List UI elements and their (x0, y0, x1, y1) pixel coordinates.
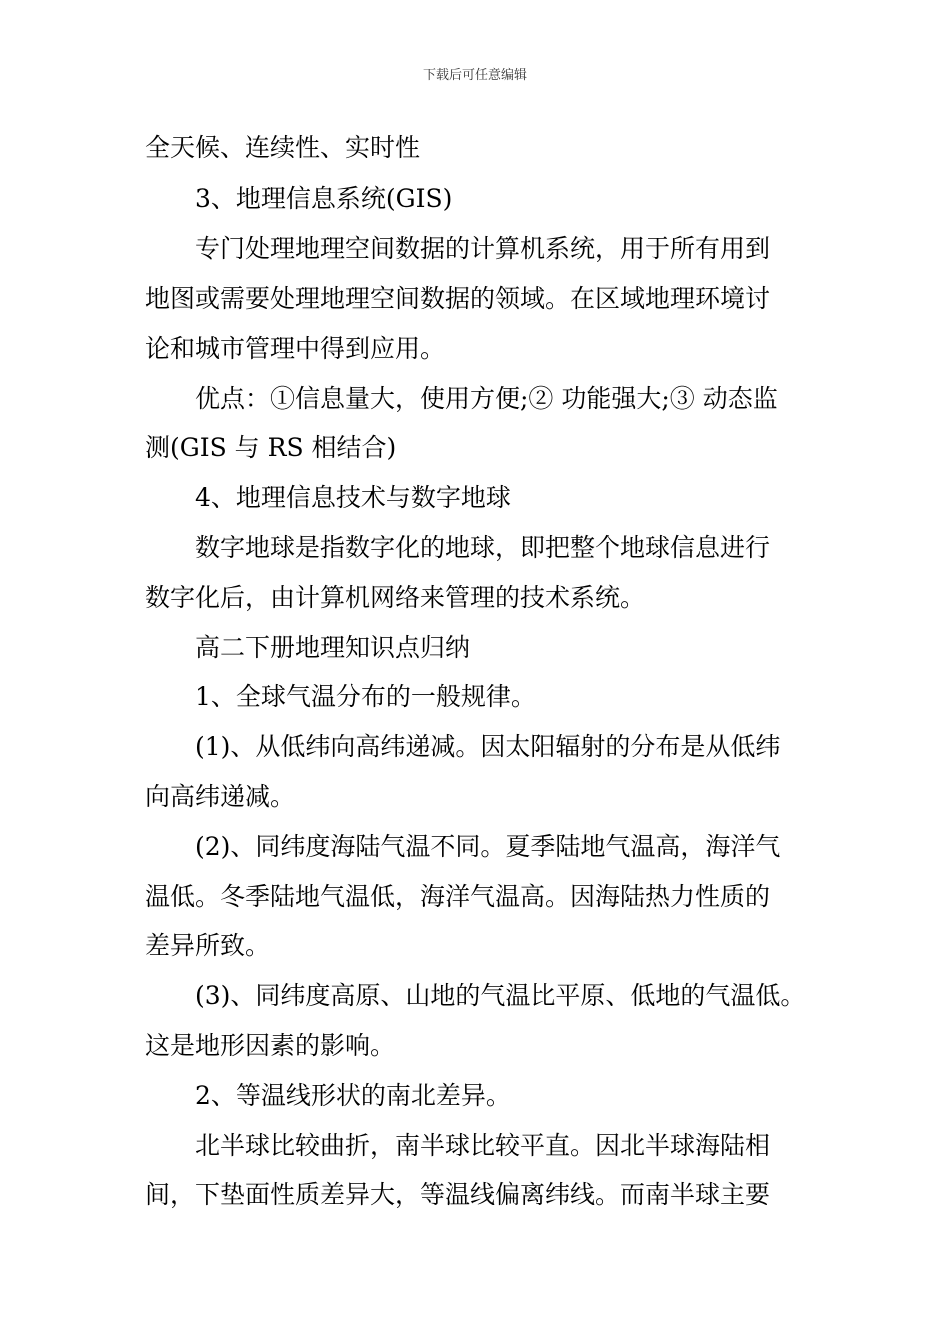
section-heading: 3、地理信息系统(GIS) (195, 184, 453, 213)
text-line: 数字化后，由计算机网络来管理的技术系统。 (145, 583, 646, 612)
text-line: 地图或需要处理地理空间数据的领域。在区域地理环境讨 (145, 284, 771, 313)
page-header: 下载后可任意编辑 (422, 68, 527, 83)
text-line: (1)、从低纬向高纬递减。因太阳辐射的分布是从低纬 (195, 732, 781, 761)
text-line: (2)、同纬度海陆气温不同。夏季陆地气温高，海洋气 (195, 832, 781, 861)
text-line: 专门处理地理空间数据的计算机系统，用于所有用到 (195, 234, 771, 263)
section-heading: 1、全球气温分布的一般规律。 (195, 682, 536, 711)
text-line: 这是地形因素的影响。 (145, 1031, 396, 1060)
text-line: (3)、同纬度高原、山地的气温比平原、低地的气温低。 (195, 981, 806, 1010)
text-line: 数字地球是指数字化的地球，即把整个地球信息进行 (195, 533, 771, 562)
text-line: 间，下垫面性质差异大，等温线偏离纬线。而南半球主要 (145, 1180, 771, 1209)
text-line: 全天候、连续性、实时性 (145, 133, 421, 162)
text-line: 测(GIS 与 RS 相结合) (145, 433, 397, 462)
section-heading: 2、等温线形状的南北差异。 (195, 1081, 511, 1110)
section-heading: 高二下册地理知识点归纳 (195, 633, 471, 662)
section-heading: 4、地理信息技术与数字地球 (195, 483, 511, 512)
text-line: 北半球比较曲折，南半球比较平直。因北半球海陆相 (195, 1131, 771, 1160)
text-line: 差异所致。 (145, 931, 271, 960)
text-line: 论和城市管理中得到应用。 (145, 334, 446, 363)
text-line: 优点：①信息量大，使用方便;② 功能强大;③ 动态监 (195, 384, 778, 413)
text-line: 向高纬递减。 (145, 782, 296, 811)
text-line: 温低。冬季陆地气温低，海洋气温高。因海陆热力性质的 (145, 882, 771, 911)
